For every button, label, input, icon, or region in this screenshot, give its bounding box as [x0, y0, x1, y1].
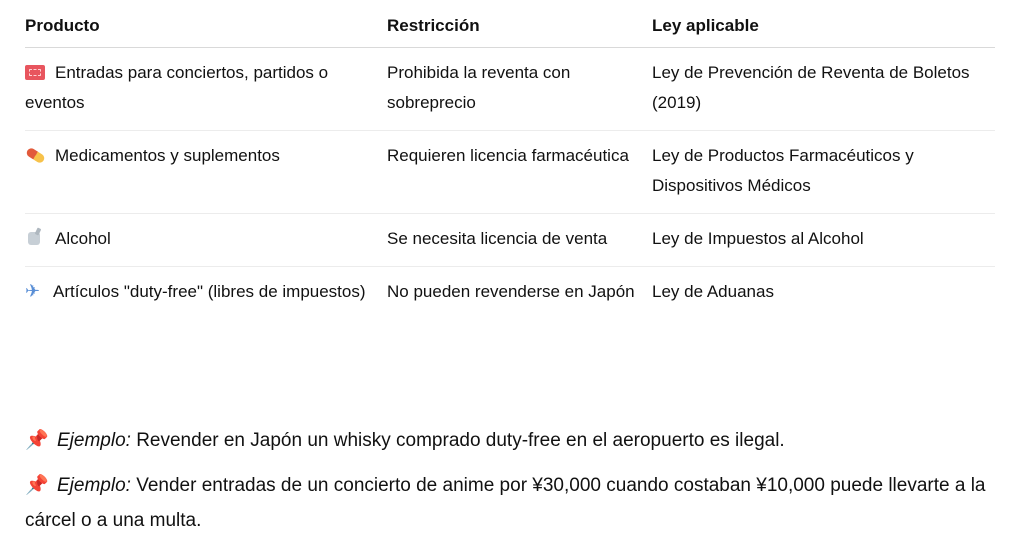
restrictions-table [25, 0, 995, 319]
producto-text: Alcohol [55, 229, 111, 248]
header-ley-aplicable: Ley aplicable [652, 0, 995, 48]
producto-text: Medicamentos y suplementos [55, 146, 280, 165]
cell-restriccion: No pueden revenderse en Japón [387, 282, 635, 301]
cell-ley: Ley de Aduanas [652, 282, 774, 301]
example-note [25, 423, 1000, 458]
header-restriccion: Restricción [387, 0, 652, 48]
ticket-icon [25, 65, 45, 80]
example-note [25, 468, 1000, 538]
cell-restriccion: Se necesita licencia de venta [387, 214, 652, 267]
airplane-icon: ✈ [25, 281, 41, 302]
example-text: Vender entradas de un concierto de anime por ¥30,000 cuando costaban ¥10,000 puede llevarte a la cárcel o a una multa. [25, 475, 986, 531]
example-label: Ejemplo: [57, 430, 131, 451]
pushpin-icon: 📌 [25, 429, 49, 451]
cell-ley: Ley de Prevención de Reventa de Boletos (2019) [652, 48, 995, 131]
cell-restriccion: Prohibida la reventa con sobreprecio [387, 48, 652, 131]
cell-producto [25, 267, 387, 320]
cell-ley: Ley de Impuestos al Alcohol [652, 214, 995, 267]
example-text: Revender en Japón un whisky comprado duty-free en el aeropuerto es ilegal. [136, 430, 785, 451]
restrictions-table-container [25, 0, 995, 319]
producto-text: Artículos "duty-free" (libres de impuestos) [53, 282, 366, 301]
sake-bottle-icon [25, 227, 45, 247]
cell-producto [25, 48, 387, 131]
table-row [25, 48, 995, 131]
cell-ley: Ley de Productos Farmacéuticos y Dispositivos Médicos [652, 131, 995, 214]
table-row [25, 267, 995, 320]
cell-producto [25, 131, 387, 214]
cell-restriccion: Requieren licencia farmacéutica [387, 131, 652, 214]
cell-producto [25, 214, 387, 267]
producto-text: Entradas para conciertos, partidos o eventos [25, 63, 329, 112]
examples-section [25, 423, 1000, 548]
example-label: Ejemplo: [57, 475, 131, 496]
table-row [25, 131, 995, 214]
pill-icon [25, 147, 45, 163]
table-header-row [25, 0, 995, 48]
pushpin-icon: 📌 [25, 474, 49, 496]
header-producto: Producto [25, 0, 387, 48]
table-row [25, 214, 995, 267]
